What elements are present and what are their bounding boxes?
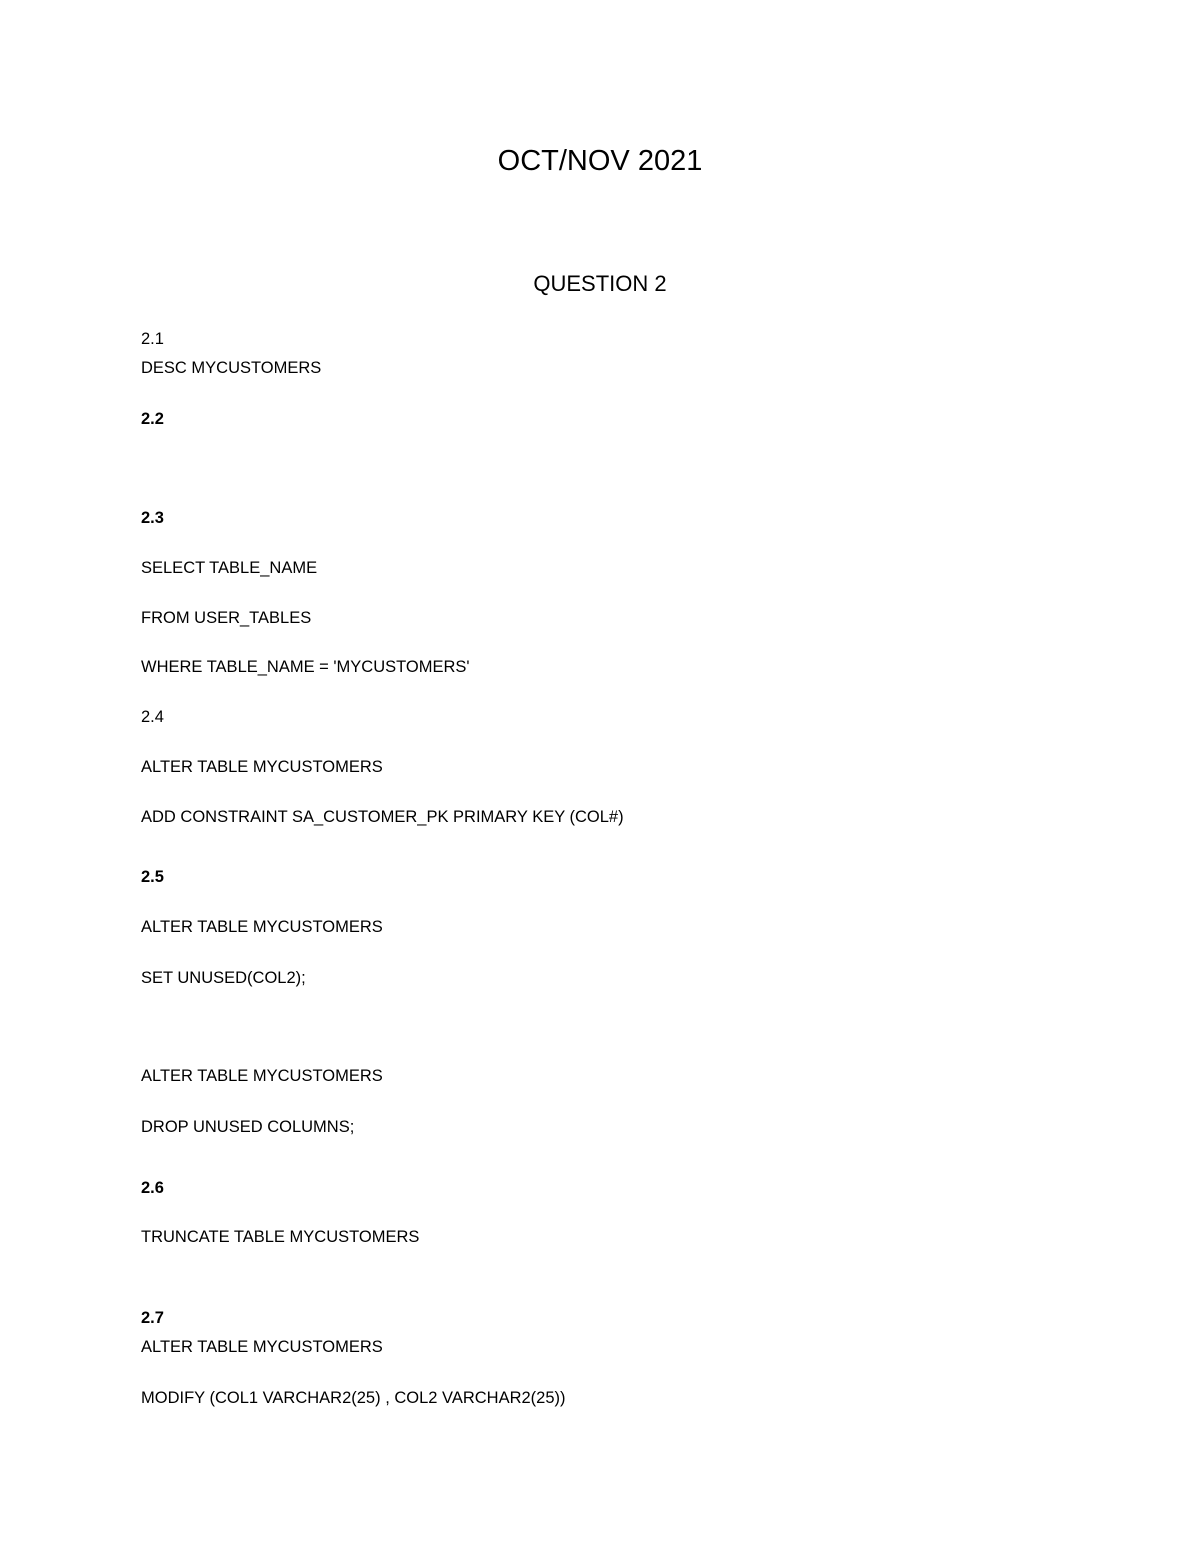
section-number-2-7: 2.7 — [141, 1309, 164, 1327]
section-number-2-1: 2.1 — [141, 330, 164, 348]
answer-line: WHERE TABLE_NAME = 'MYCUSTOMERS' — [141, 658, 470, 676]
section-number-2-4: 2.4 — [141, 708, 164, 726]
answer-line: ALTER TABLE MYCUSTOMERS — [141, 1338, 383, 1356]
answer-line: DESC MYCUSTOMERS — [141, 359, 322, 377]
page-title: OCT/NOV 2021 — [497, 145, 703, 177]
answer-line: ALTER TABLE MYCUSTOMERS — [141, 758, 383, 776]
answer-line: ADD CONSTRAINT SA_CUSTOMER_PK PRIMARY KEY (COL#) — [141, 808, 624, 826]
answer-line: ALTER TABLE MYCUSTOMERS — [141, 1067, 383, 1085]
answer-line: TRUNCATE TABLE MYCUSTOMERS — [141, 1228, 420, 1246]
question-heading: QUESTION 2 — [533, 271, 667, 296]
section-number-2-2: 2.2 — [141, 410, 164, 428]
answer-line: SELECT TABLE_NAME — [141, 559, 318, 577]
answer-line: SET UNUSED(COL2); — [141, 969, 306, 987]
section-number-2-5: 2.5 — [141, 868, 164, 886]
answer-line: FROM USER_TABLES — [141, 609, 312, 627]
section-number-2-3: 2.3 — [141, 509, 164, 527]
answer-line: ALTER TABLE MYCUSTOMERS — [141, 918, 383, 936]
section-number-2-6: 2.6 — [141, 1179, 164, 1197]
answer-line: DROP UNUSED COLUMNS; — [141, 1118, 355, 1136]
answer-line: MODIFY (COL1 VARCHAR2(25) , COL2 VARCHAR2(25)) — [141, 1389, 566, 1407]
